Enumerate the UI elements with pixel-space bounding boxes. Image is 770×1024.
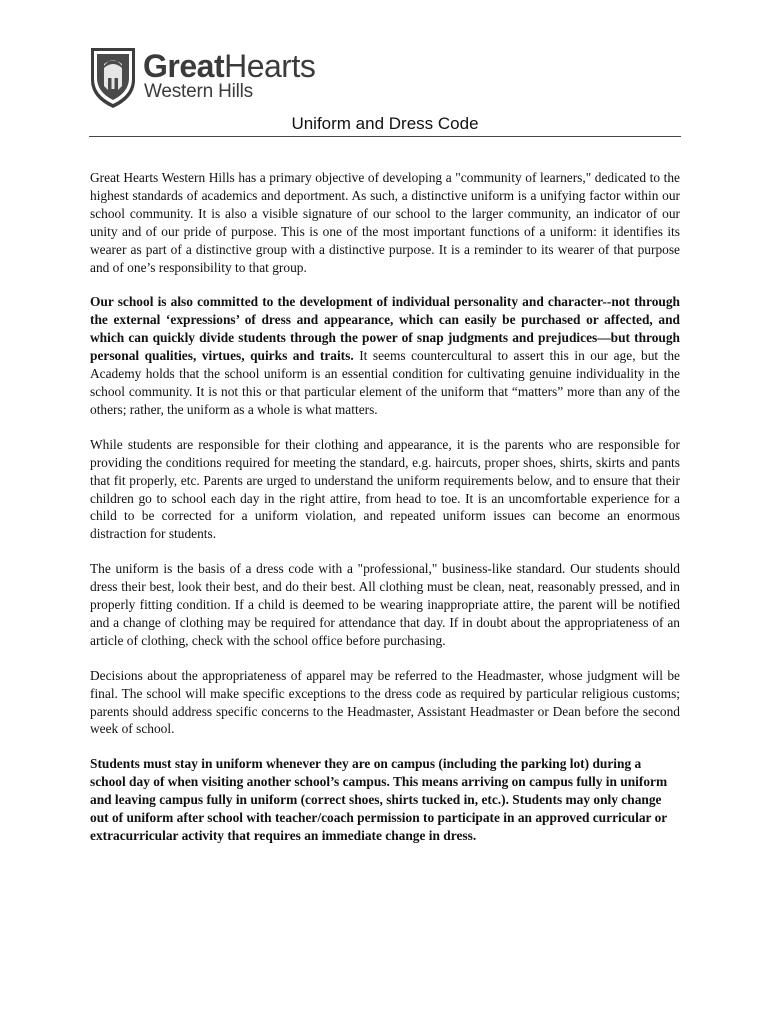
logo-brand-name: GreatHearts <box>143 48 316 84</box>
logo-campus-name: Western Hills <box>144 81 253 102</box>
paragraph-continuation: It seems countercultural to assert this in our age, but the Academy holds that the school uniform is an essential condition for cultivating genuine individuality in the school community. It is not this or that particular element of the uniform that “matters” more than any of the others; rather, the uniform as a whole is what matters. <box>90 348 680 417</box>
paragraph-professional-standard: The uniform is the basis of a dress code with a "professional," business-like standard. Our students should dress their best, look their best, and do their best. All clothing must be clean, neat, reasonably pressed, and in properly fitting condition. If a child is deemed to be wearing inappropriate attire, the parent will be notified and a change of clothing may be required for attendance that day. If in doubt about the appropriateness of an article of clothing, check with the school office before purchasing. <box>90 561 680 648</box>
document-body <box>90 169 680 862</box>
paragraph-campus-uniform-rule: Students must stay in uniform whenever they are on campus (including the parking lot) during a school day of when visiting another school’s campus. This means arriving on campus fully in uniform and leaving campus fully in uniform (correct shoes, shirts tucked in, etc.). Students may only change out of uniform after school with teacher/coach permission to participate in an approved curricular or extracurricular activity that requires an immediate change in dress. <box>90 756 668 843</box>
paragraph-community-of-learners: Great Hearts Western Hills has a primary objective of developing a "community of learners," dedicated to the highest standards of academics and deportment. As such, a distinctive uniform is a unifying factor within our school community. It is also a visible signature of our school to the larger community, an indicator of our unity and of our pride of purpose. This is one of the most important functions of a uniform: it identifies its wearer as part of a distinctive group with a distinctive purpose. It is a reminder to its wearer of that purpose and of one’s responsibility to that group. <box>90 170 680 275</box>
spartan-helmet-shield-icon <box>89 44 137 110</box>
paragraph-parent-responsibility: While students are responsible for their clothing and appearance, it is the parents who are responsible for providing the conditions required for meeting the standard, e.g. haircuts, proper shoes, shirts, skirts and pants that fit properly, etc. Parents are urged to understand the uniform requirements below, and to ensure that their children go to school each day in the right attire, from head to toe. It is an uncomfortable experience for a child to be corrected for a uniform violation, and repeated uniform issues can become an enormous distraction for students. <box>90 436 680 542</box>
paragraph-individual-personality <box>90 293 680 418</box>
page-title: Uniform and Dress Code <box>291 114 479 133</box>
school-logo <box>89 44 315 116</box>
title-divider <box>89 136 681 137</box>
paragraph-emphasis: Our school is also committed to the development of individual personality and character--not through the external ‘expressions’ of dress and appearance, which can easily be purchased or affected, and which can quickly divide students through the power of snap judgments and prejudices—but through personal qualities, virtues, quirks and traits. <box>90 294 680 364</box>
paragraph-headmaster-decisions: Decisions about the appropriateness of apparel may be referred to the Headmaster, whose judgment will be final. The school will make specific exceptions to the dress code as required by particular religious customs; parents should address specific concerns to the Headmaster, Assistant Headmaster or Dean before the second week of school. <box>90 667 680 737</box>
